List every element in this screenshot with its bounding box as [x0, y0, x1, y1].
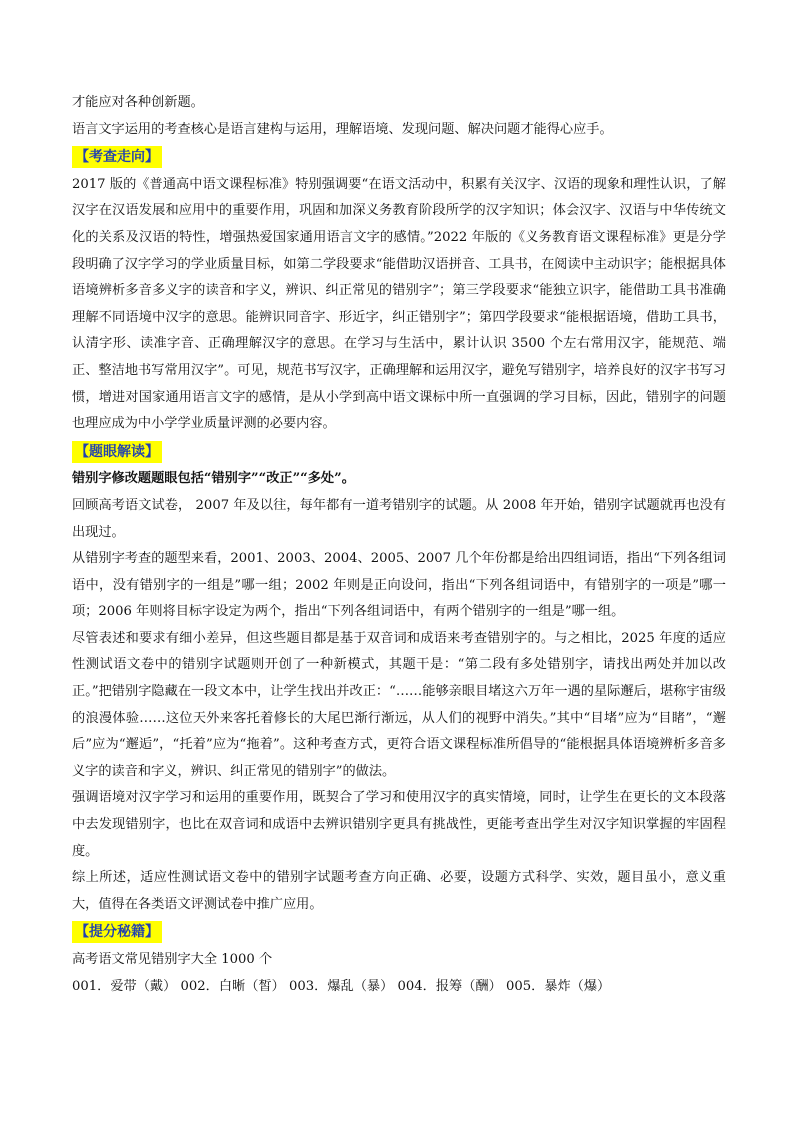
paragraph-typo-list-title: 高考语文常见错别字大全 1000 个	[72, 952, 273, 967]
paragraph-history: 回顾高考语文试卷， 2007 年及以往，每年都有一道考错别字的试题。从 2008 年开始，错别字试题就再也没有出现过。	[72, 497, 726, 540]
section-heading-question-key: 【题眼解读】	[72, 441, 162, 463]
paragraph-intro-1: 才能应对各种创新题。	[72, 95, 204, 110]
paragraph-question-types: 从错别字考查的题型来看，2001、2003、2004、2005、2007 几个年份都是给出四组词语，指出“下列各组词语中，没有错别字的一组是”哪一组；2002 年则是正向设问，指出“下列各组词语中，有错别字的一项是”哪一项；2006 年则将目标字设定为两个，指出“下列各组词语中，有两个错别字的一组是”哪一组。	[72, 551, 726, 620]
section-heading-exam-direction: 【考查走向】	[72, 146, 162, 168]
document-content	[72, 90, 726, 1000]
paragraph-new-model: 尽管表述和要求有细小差异，但这些题目都是基于双音词和成语来考查错别字的。与之相比，2025 年度的适应性测试语文卷中的错别字试题则开创了一种新模式，其题干是：“第二段有多处错别字，请找出两处并加以改正。”把错别字隐藏在一段文本中，让学生找出并改正：“……能够亲眼目堵这六万年一遇的星际邂后，堪称宇宙级的浪漫体验……这位天外来客托着修长的大尾巴渐行渐远，从人们的视野中消失。”其中“目堵”应为“目睹”，“邂后”应为“邂逅”，“托着”应为“拖着”。这种考查方式，更符合语文课程标准所倡导的“能根据具体语境辨析多音多义字的读音和字义，辨识、纠正常见的错别字”的做法。	[72, 630, 726, 779]
paragraph-typo-list-items: 001．爱带（戴） 002．白晰（皙） 003．爆乱（暴） 004．报筹（酬） 005．暴炸（爆）	[72, 978, 611, 994]
paragraph-conclusion: 综上所述，适应性测试语文卷中的错别字试题考查方向正确、必要，设题方式科学、实效，题目虽小，意义重大，值得在各类语文评测试卷中推广应用。	[72, 870, 726, 912]
paragraph-intro-2: 语言文字运用的考查核心是语言建构与运用，理解语境、发现问题、解决问题才能得心应手。	[72, 121, 613, 137]
paragraph-key-summary: 错别字修改题题眼包括“错别字”“改正”“多处”。	[72, 471, 355, 487]
paragraph-context-emphasis: 强调语境对汉字学习和运用的重要作用，既契合了学习和使用汉字的真实情境，同时，让学生在更长的文本段落中去发现错别字，也比在双音词和成语中去辨识错别字更具有挑战性，更能考查出学生对汉字知识掌握的牢固程度。	[72, 790, 726, 859]
section-question-key	[72, 438, 726, 919]
paragraph-exam-direction: 2017 版的《普通高中语文课程标准》特别强调要“在语文活动中，积累有关汉字、汉语的现象和理性认识，了解汉字在汉语发展和应用中的重要作用，巩固和加深义务教育阶段所学的汉字知识；体会汉字、汉语与中华传统文化的关系及汉语的特性，增强热爱国家通用语言文字的感情。”2022 年版的《义务教育语文课程标准》更是分学段明确了汉字学习的学业质量目标，如第二学段要求“能借助汉语拼音、工具书，在阅读中主动识字；能根据具体语境辨析多音多义字的读音和字义，辨识、纠正常见的错别字”；第三学段要求“能独立识字，能借助工具书准确理解不同语境中汉字的意思。能辨识同音字、形近字，纠正错别字”；第四学段要求“能根据语境，借助工具书，认清字形、读准字音、正确理解汉字的意思。在学习与生活中，累计认识 3500 个左右常用汉字，能规范、端正、整洁地书写常用汉字”。可见，规范书写汉字，正确理解和运用汉字，避免写错别字，培养良好的汉字书写习惯，增进对国家通用语言文字的感情，是从小学到高中语文课标中所一直强调的学习目标，因此，错别字的问题也理应成为中小学学业质量评测的必要内容。	[72, 176, 726, 432]
section-score-tips	[72, 918, 726, 1000]
section-heading-score-tips: 【提分秘籍】	[72, 921, 162, 943]
section-exam-direction	[72, 143, 726, 438]
